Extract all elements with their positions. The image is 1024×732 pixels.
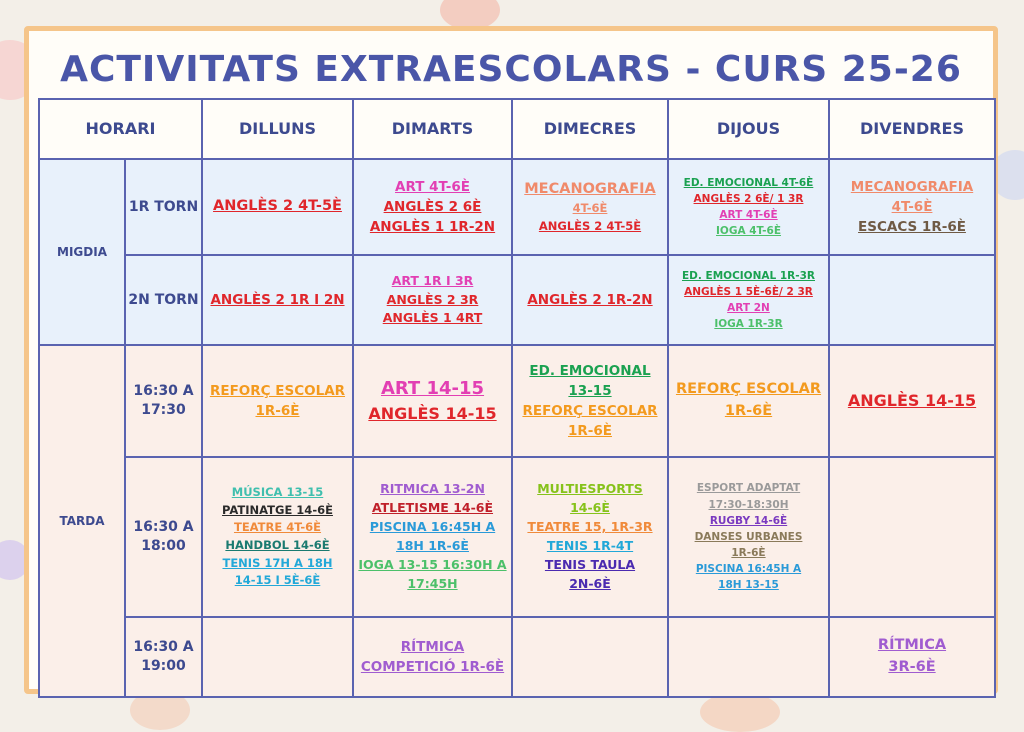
activity-cell (202, 159, 353, 255)
activity-entry: 1R-6È (567, 423, 612, 440)
activity-cell (353, 617, 512, 697)
activity-cell (668, 457, 829, 617)
activity-entry: 1R-6È (255, 403, 300, 419)
activity-entry: ANGLÈS 2 6È/ 1 3R (693, 192, 804, 205)
activity-entry: DANSES URBANES (694, 530, 803, 543)
activity-entry: TENIS TAULA (544, 556, 636, 572)
activity-entry: PISCINA 16:45H A (369, 519, 496, 535)
period-label: TARDA (39, 345, 125, 697)
activity-entry: 14-15 I 5È-6È (234, 573, 321, 588)
activity-entry: REFORÇ ESCOLAR (522, 403, 658, 419)
activity-entry: 4T-6È (891, 198, 933, 215)
table-row (39, 345, 995, 457)
activity-entry: MULTIESPORTS (537, 481, 643, 497)
activity-entry: 14-6È (570, 500, 610, 516)
activity-cell (202, 345, 353, 457)
page-title: ACTIVITATS EXTRAESCOLARS - CURS 25-26 (60, 49, 962, 90)
activity-entry: 1R-6È (724, 403, 773, 419)
slot-label: 16:30 A 19:00 (125, 617, 202, 697)
activity-entry: ART 14-15 (380, 378, 485, 400)
activity-entry: ANGLÈS 1 5È-6È/ 2 3R (684, 285, 813, 298)
activity-entry: ANGLÈS 2 3R (386, 291, 479, 307)
table-row (39, 457, 995, 617)
activity-entry: 4T-6È (572, 201, 608, 216)
activity-entry: ESPORT ADAPTAT (696, 482, 801, 495)
activity-entry: ANGLÈS 14-15 (368, 404, 497, 424)
activity-cell (353, 255, 512, 345)
activity-entry: PATINATGE 14-6È (222, 502, 333, 517)
activity-entry: IOGA 4T-6È (716, 225, 781, 238)
activity-entry: ED. EMOCIONAL 1R-3R (681, 269, 816, 282)
activity-entry: 2N-6È (569, 575, 611, 591)
activity-entry: TENIS 1R-4T (546, 538, 634, 553)
activity-entry: MÚSICA 13-15 (231, 485, 324, 500)
slot-label: 1R TORN (125, 159, 202, 255)
header-day: DIMECRES (512, 99, 668, 159)
activity-entry: RÍTMICA (400, 638, 465, 655)
activity-entry: ESCACS 1R-6È (858, 219, 966, 236)
activity-entry: 13-15 (568, 382, 612, 399)
activity-entry: ED. EMOCIONAL (529, 362, 651, 379)
table-row (39, 159, 995, 255)
activity-entry: RUGBY 14-6È (709, 514, 788, 527)
activity-entry: IOGA 1R-3R (714, 318, 783, 331)
table-row (39, 617, 995, 697)
activity-entry: 18H 1R-6È (396, 538, 469, 553)
slot-label: 16:30 A 17:30 (125, 345, 202, 457)
activity-cell (668, 345, 829, 457)
activity-entry: REFORÇ ESCOLAR (675, 381, 822, 398)
activity-entry: ART 4T-6È (719, 209, 778, 221)
activity-cell (829, 345, 995, 457)
table-row (39, 255, 995, 345)
activity-entry: RITMICA 13-2N (380, 481, 485, 497)
period-label: MIGDIA (39, 159, 125, 345)
activity-entry: 18H 13-15 (718, 579, 779, 592)
activity-cell (353, 159, 512, 255)
activity-cell (512, 255, 668, 345)
activity-entry: ART 4T-6È (395, 178, 470, 195)
activity-cell (829, 159, 995, 255)
activity-cell (512, 159, 668, 255)
activity-entry: ATLETISME 14-6È (371, 500, 494, 516)
activity-entry: ANGLÈS 1 4RT (382, 310, 483, 326)
activity-cell (512, 617, 668, 697)
activity-entry: HANDBOL 14-6È (225, 538, 330, 552)
activity-entry: ANGLÈS 2 4T-5È (213, 198, 342, 215)
activity-cell (202, 457, 353, 617)
header-day: DIVENDRES (829, 99, 995, 159)
header-horari: HORARI (39, 99, 202, 159)
activity-entry: 17:45H (407, 575, 458, 591)
header-row (39, 99, 995, 159)
activity-entry: ART 2N (727, 302, 770, 314)
activity-entry: ANGLÈS 2 1R-2N (527, 291, 653, 308)
activity-entry: ART 1R I 3R (391, 272, 474, 288)
activity-cell (668, 255, 829, 345)
activity-cell (202, 617, 353, 697)
activity-entry: ANGLÈS 2 1R I 2N (210, 291, 345, 308)
background-decoration (700, 692, 780, 732)
activity-cell (353, 457, 512, 617)
activity-cell (829, 255, 995, 345)
activity-entry: ANGLÈS 2 6È (383, 198, 482, 215)
schedule-table (38, 98, 996, 698)
activity-entry: TENIS 17H A 18H (222, 555, 333, 570)
activity-cell (668, 617, 829, 697)
activity-cell (829, 617, 995, 697)
activity-entry: IOGA 13-15 16:30H A (358, 556, 507, 572)
activity-entry: TEATRE 15, 1R-3R (527, 519, 653, 535)
activity-entry: 17:30-18:30H (708, 498, 789, 511)
activity-cell (829, 457, 995, 617)
header-day: DILLUNS (202, 99, 353, 159)
activity-cell (668, 159, 829, 255)
activity-entry: MECANOGRAFIA (524, 180, 656, 197)
activity-cell (202, 255, 353, 345)
activity-entry: PISCINA 16:45H A (695, 563, 802, 576)
activity-entry: ANGLÈS 14-15 (847, 391, 977, 411)
activity-entry: COMPETICIÓ 1R-6È (360, 659, 505, 675)
activity-entry: MECANOGRAFIA (850, 178, 974, 195)
header-day: DIJOUS (668, 99, 829, 159)
activity-entry: ANGLÈS 2 4T-5È (538, 218, 642, 233)
slot-label: 16:30 A 18:00 (125, 457, 202, 617)
slot-label: 2N TORN (125, 255, 202, 345)
activity-cell (512, 345, 668, 457)
activity-entry: ED. EMOCIONAL 4T-6È (683, 176, 814, 189)
activity-entry: 1R-6È (731, 547, 766, 560)
activity-cell (512, 457, 668, 617)
activity-entry: 3R-6È (888, 659, 936, 675)
activity-entry: ANGLÈS 1 1R-2N (369, 219, 496, 236)
activity-cell (353, 345, 512, 457)
schedule-poster (24, 26, 998, 694)
activity-entry: TEATRE 4T-6È (233, 520, 322, 535)
activity-entry: REFORÇ ESCOLAR (209, 382, 346, 399)
activity-entry: RÍTMICA (877, 637, 947, 654)
header-day: DIMARTS (353, 99, 512, 159)
